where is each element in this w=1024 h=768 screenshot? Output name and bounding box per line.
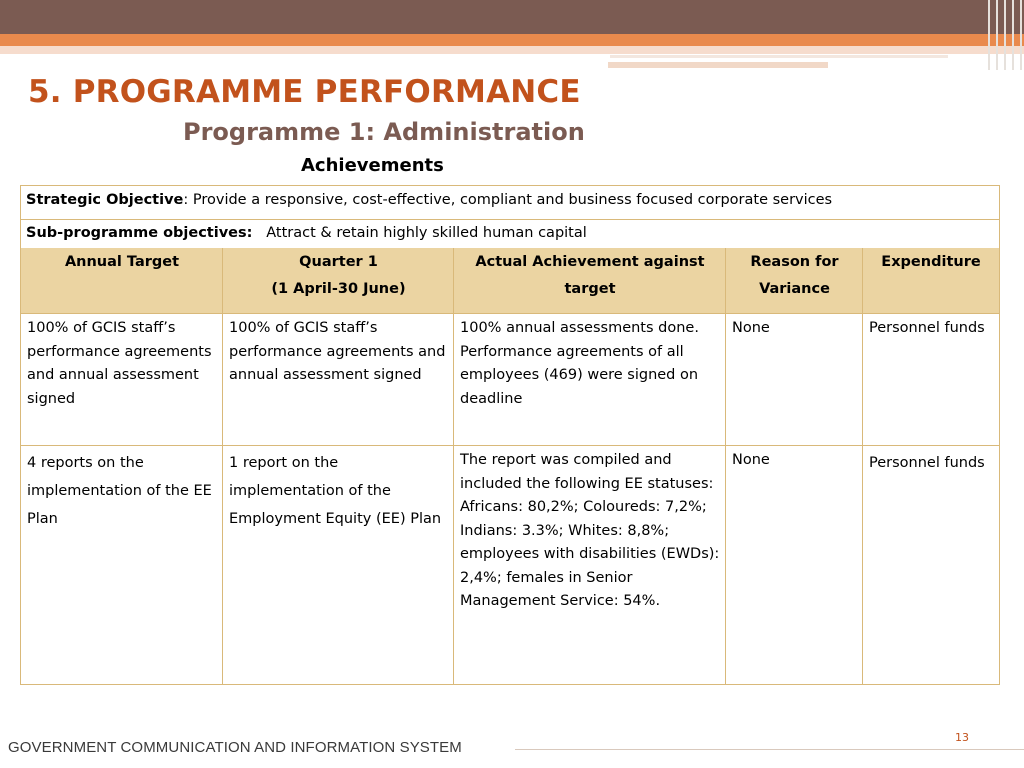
table-cell: 100% annual assessments done. Performance agreements of all employees (469) were signed on deadline <box>460 320 699 407</box>
header-actual-achievement <box>454 248 726 314</box>
table-cell: 4 reports on the implementation of the EE Plan <box>27 455 212 527</box>
table-cell: The report was compiled and included the following EE statuses: Africans: 80,2%; Coloureds: 7,2%; Indians: 3.3%; Whites: 8,8%; employees with disabilities (EWDs): 2,4%; females in Senior Management Service: 54%. <box>460 452 720 609</box>
top-decorative-band <box>0 0 1024 34</box>
subprogramme-objectives-row <box>21 220 999 248</box>
header-label: Actual Achievement against <box>475 254 705 270</box>
header-sublabel: target <box>564 281 616 297</box>
table-cell: Personnel funds <box>869 320 985 336</box>
table-cell: None <box>732 452 770 468</box>
achievements-table <box>20 185 1000 685</box>
top-orange-stripe <box>0 34 1024 46</box>
table-cell: None <box>732 320 770 336</box>
header-reason-for-variance <box>726 248 863 314</box>
column-divider <box>222 248 223 684</box>
decorative-vertical-stripes <box>984 0 1024 70</box>
header-annual-target <box>21 248 223 314</box>
column-divider <box>862 248 863 684</box>
table-cell: 100% of GCIS staff’s performance agreements and annual assessment signed <box>229 320 446 383</box>
header-label: Expenditure <box>881 254 981 270</box>
footer-divider <box>515 749 1024 750</box>
header-expenditure <box>863 248 999 314</box>
slide-subtitle: Programme 1: Administration <box>183 118 585 146</box>
subprogramme-text: Attract & retain highly skilled human capital <box>266 225 587 241</box>
header-label: Annual Target <box>64 254 180 270</box>
slide-title: 5. PROGRAMME PERFORMANCE <box>28 74 581 110</box>
header-sublabel: (1 April-30 June) <box>271 281 406 297</box>
header-label: Reason for <box>750 254 839 270</box>
header-quarter-1 <box>223 248 454 314</box>
subprogramme-label: Sub-programme objectives: <box>26 225 253 241</box>
section-heading: Achievements <box>301 155 444 176</box>
decorative-line <box>608 62 828 68</box>
strategic-objective-label: Strategic Objective <box>26 192 184 208</box>
header-label: Quarter 1 <box>299 254 378 270</box>
top-peach-stripe <box>0 46 1024 54</box>
table-cell: Personnel funds <box>869 455 985 471</box>
page-number: 13 <box>955 731 969 744</box>
column-divider <box>725 248 726 684</box>
strategic-objective-row <box>21 186 999 220</box>
strategic-objective-text: : Provide a responsive, cost-effective, compliant and business focused corporate services <box>183 192 833 208</box>
header-sublabel: Variance <box>759 281 830 297</box>
table-cell: 100% of GCIS staff’s performance agreements and annual assessment signed <box>27 320 212 407</box>
footer-organisation: GOVERNMENT COMMUNICATION AND INFORMATION SYSTEM <box>8 739 462 756</box>
table-cell: 1 report on the implementation of the Employment Equity (EE) Plan <box>229 455 442 527</box>
column-divider <box>453 248 454 684</box>
decorative-line <box>610 55 948 58</box>
